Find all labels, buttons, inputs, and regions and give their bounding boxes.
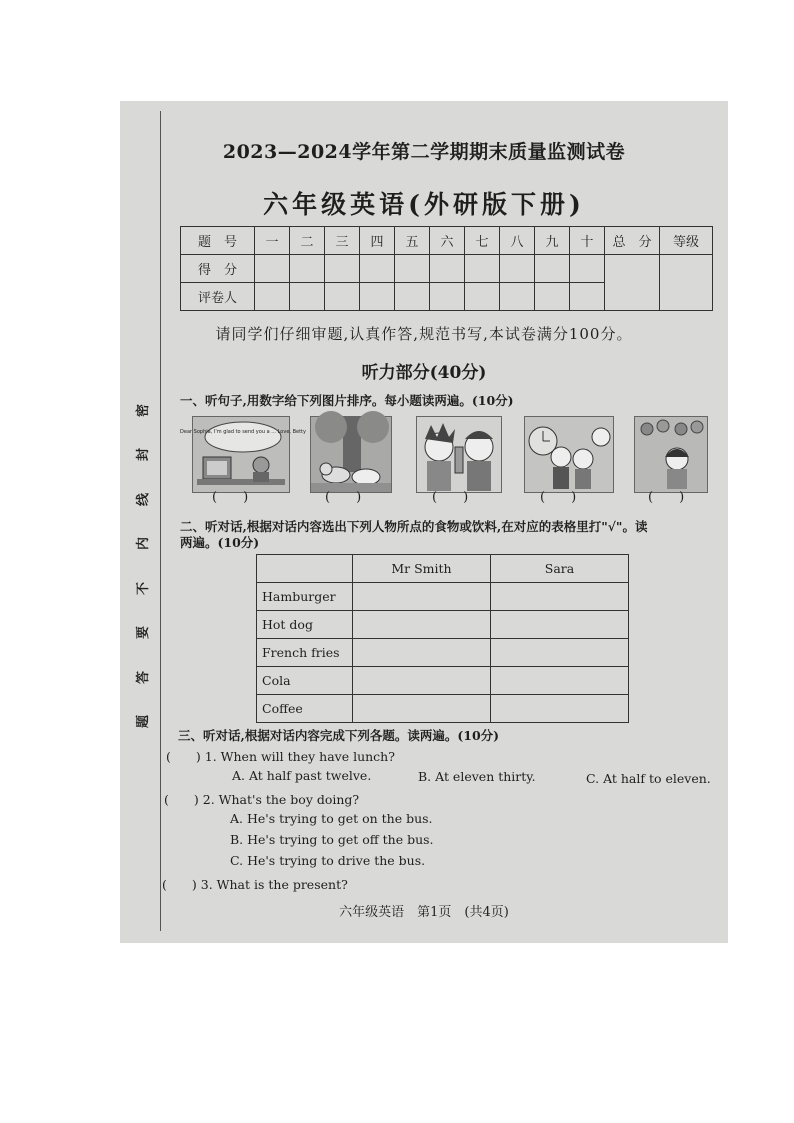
grader-cell (395, 283, 430, 311)
total-score-header: 总 分 (605, 227, 660, 255)
two-boys-scene-icon (416, 416, 502, 493)
section-number: 九 (535, 227, 570, 255)
answer-blank[interactable]: ( ) (164, 792, 199, 807)
food-table-header (257, 555, 629, 583)
email-caption: Dear Sophia, I'm glad to send you a ... Love, Betty (180, 429, 306, 435)
question-2-prompt: 二、听对话,根据对话内容选出下列人物所点的食物或饮料,在对应的表格里打"√"。读 (180, 519, 648, 534)
food-row (257, 611, 629, 639)
option-a: A. He's trying to get on the bus. (230, 811, 433, 826)
answer-blank[interactable]: ( ) (432, 490, 469, 505)
score-header-row (181, 227, 713, 255)
food-header-cell: Sara (491, 555, 629, 583)
option-b: B. He's trying to get off the bus. (230, 832, 434, 847)
exam-title: 2023—2024学年第二学期期末质量监测试卷 (222, 141, 626, 163)
question-3-prompt: 三、听对话,根据对话内容完成下列各题。读两遍。(10分) (178, 728, 500, 743)
section-number: 十 (570, 227, 605, 255)
question-1-prompt: 一、听句子,用数字给下列图片排序。每小题读两遍。(10分) (180, 393, 514, 408)
food-name: Hot dog (257, 611, 353, 639)
section-number: 一 (255, 227, 290, 255)
score-row (181, 255, 713, 283)
tick-cell[interactable] (491, 667, 629, 695)
section-number: 二 (290, 227, 325, 255)
binding-margin-line (160, 111, 161, 931)
food-order-table (256, 554, 629, 723)
tick-cell[interactable] (491, 695, 629, 723)
seal-char: 密 (136, 403, 152, 418)
page-footer: 六年级英语 第1页 (共4页) (339, 905, 509, 920)
option-c: C. At half to eleven. (586, 771, 711, 786)
grader-cell (290, 283, 325, 311)
grader-cell (570, 283, 605, 311)
score-cell (290, 255, 325, 283)
seal-char: 封 (136, 448, 152, 462)
grader-cell (465, 283, 500, 311)
option-a: A. At half past twelve. (232, 768, 372, 783)
score-cell (360, 255, 395, 283)
question-text: 3. What is the present? (200, 877, 348, 892)
section-number: 八 (500, 227, 535, 255)
section-number: 六 (430, 227, 465, 255)
seal-char: 答 (136, 670, 152, 684)
tick-cell[interactable] (491, 611, 629, 639)
section-number: 四 (360, 227, 395, 255)
food-row (257, 667, 629, 695)
answer-blank[interactable]: ( ) (212, 490, 249, 505)
tick-cell[interactable] (353, 611, 491, 639)
tree-dog-scene-icon (310, 416, 392, 493)
score-row-label: 评卷人 (181, 283, 255, 311)
mc-question (166, 747, 395, 765)
grader-cell (360, 283, 395, 311)
food-name: French fries (257, 639, 353, 667)
score-cell (325, 255, 360, 283)
score-cell (255, 255, 290, 283)
tick-cell[interactable] (491, 639, 629, 667)
exam-paper (120, 101, 728, 943)
answer-blank[interactable]: ( ) (648, 490, 685, 505)
tick-cell[interactable] (491, 583, 629, 611)
section-number: 七 (465, 227, 500, 255)
food-name: Cola (257, 667, 353, 695)
food-row (257, 695, 629, 723)
answer-blank[interactable]: ( ) (325, 490, 362, 505)
food-row (257, 639, 629, 667)
option-c: C. He's trying to drive the bus. (230, 853, 426, 868)
seal-char: 内 (136, 537, 152, 551)
seal-char: 题 (136, 714, 152, 728)
mc-question (164, 790, 359, 808)
answer-blank[interactable]: ( ) (162, 877, 197, 892)
tick-cell[interactable] (353, 695, 491, 723)
grade-header: 等级 (660, 227, 713, 255)
answer-blank[interactable]: ( ) (166, 749, 201, 764)
listening-section-title: 听力部分(40分) (361, 363, 487, 383)
seal-char: 线 (136, 492, 152, 506)
section-number: 五 (395, 227, 430, 255)
score-cell (465, 255, 500, 283)
grader-cell (430, 283, 465, 311)
section-number: 三 (325, 227, 360, 255)
score-cell (535, 255, 570, 283)
mc-question (162, 875, 348, 893)
question-2-prompt-cont: 两遍。(10分) (180, 535, 260, 550)
score-cell (430, 255, 465, 283)
tick-cell[interactable] (353, 639, 491, 667)
question-text: 2. What's the boy doing? (202, 792, 360, 807)
computer-email-scene-icon (180, 416, 306, 493)
girl-balloons-scene-icon (634, 416, 708, 493)
children-clock-ball-scene-icon (524, 416, 614, 493)
grader-cell (500, 283, 535, 311)
exam-subtitle: 六年级英语(外研版下册) (263, 190, 585, 219)
food-name: Coffee (257, 695, 353, 723)
food-header-cell (257, 555, 353, 583)
tick-cell[interactable] (353, 667, 491, 695)
score-row-label: 题 号 (181, 227, 255, 255)
question-text: 1. When will they have lunch? (204, 749, 395, 764)
score-cell (570, 255, 605, 283)
score-cell (395, 255, 430, 283)
answer-blank[interactable]: ( ) (540, 490, 577, 505)
seal-char: 不 (136, 581, 152, 595)
seal-line-notice (126, 401, 158, 731)
exam-instruction: 请同学们仔细审题,认真作答,规范书写,本试卷满分100分。 (215, 325, 633, 343)
food-row (257, 583, 629, 611)
food-header-cell: Mr Smith (353, 555, 491, 583)
score-row-label: 得 分 (181, 255, 255, 283)
grade-cell (660, 255, 713, 311)
option-b: B. At eleven thirty. (418, 769, 536, 784)
grader-cell (535, 283, 570, 311)
total-score-cell (605, 255, 660, 311)
food-name: Hamburger (257, 583, 353, 611)
grader-cell (255, 283, 290, 311)
tick-cell[interactable] (353, 583, 491, 611)
seal-char: 要 (136, 626, 152, 640)
grader-cell (325, 283, 360, 311)
score-cell (500, 255, 535, 283)
score-table (180, 226, 713, 311)
